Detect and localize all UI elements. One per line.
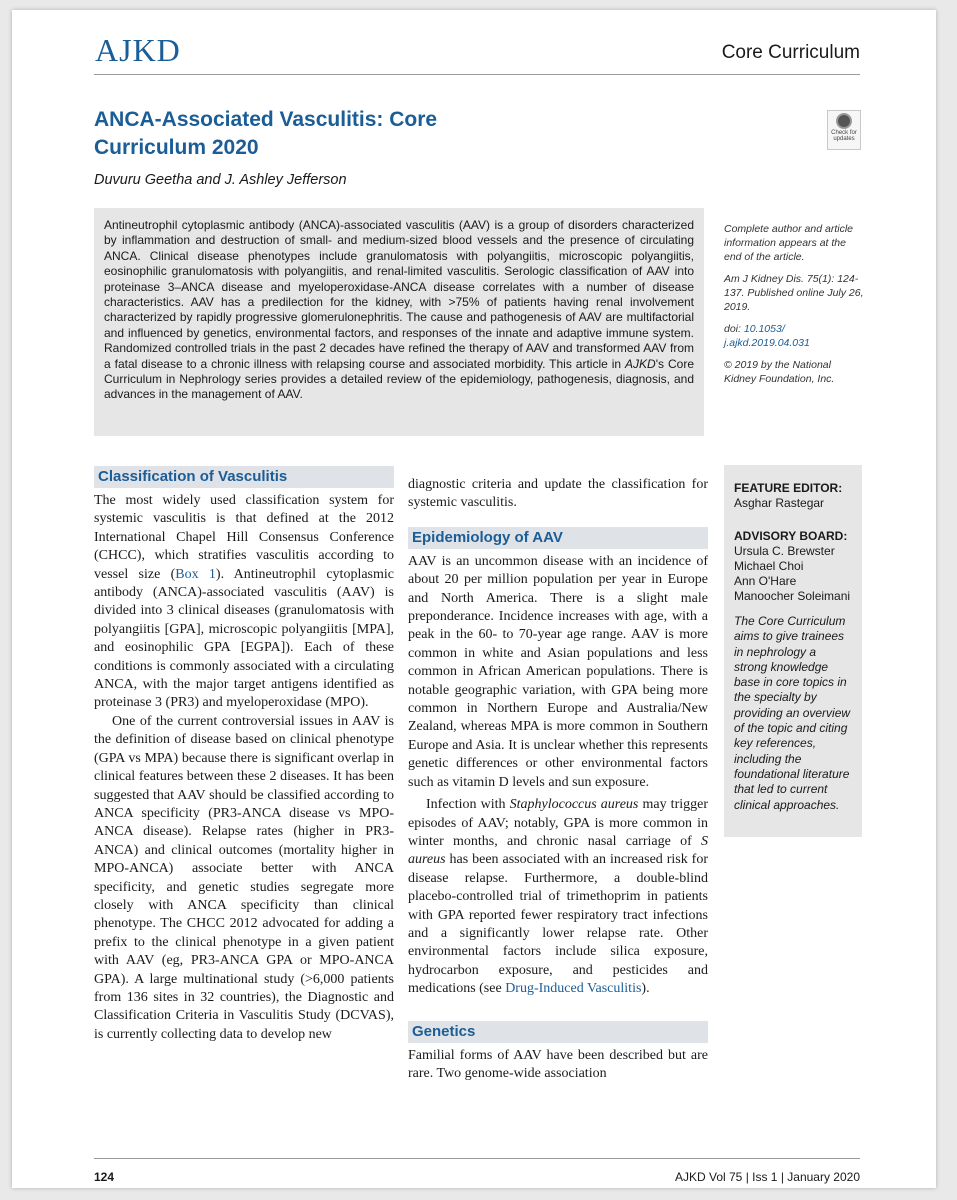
body-column-left xyxy=(94,466,394,1044)
advisory-board-member: Ursula C. Brewster xyxy=(734,544,835,558)
feature-editor-name: Asghar Rastegar xyxy=(734,496,825,510)
check-updates-label: Check for updates xyxy=(831,130,857,142)
body-column-middle xyxy=(408,466,708,1083)
core-curriculum-aim: The Core Curriculum aims to give trainees in nephrology a strong knowledge base in core topics in the specialty by providing an overview of the topic and citing key references, including the foundational literature that led to current clinical approaches. xyxy=(734,614,851,812)
article-authors[interactable]: Duvuru Geetha and J. Ashley Jefferson xyxy=(94,172,347,188)
organism-name: Staphylococcus aureus xyxy=(509,797,639,813)
organism-abbrev: S aureus xyxy=(408,833,708,868)
classification-p1-text-b: ). Antineutrophil cytoplasmic antibody (ANCA)-associated vasculitis (AAV) is divided into 3 clinical diseases (granulomatosis with polyangiitis [GPA], microscopic polyangiitis [MPA], and eosinophilic GPA [EGPA]). Each of these conditions is commonly associated with a circulating ANCA, with the major target antigens identified as proteinase 3 (PR3) and myeloperoxidase (MPO). xyxy=(94,566,394,711)
footer-divider xyxy=(94,1158,860,1159)
advisory-board-member: Ann O'Hare xyxy=(734,574,797,588)
advisory-board-member: Michael Choi xyxy=(734,559,804,573)
check-updates-icon xyxy=(836,113,852,129)
epi-p2-text-c: has been associated with an increased risk for disease relapse. Furthermore, a double-blind placebo-controlled trial of trimethoprim in patients with GPA reported fewer respiratory tract infections and a significantly lower relapse rate. Other environmental factors include silica exposure, hydrocarbon exposure, and pesticides and medications (see xyxy=(408,852,708,997)
advisory-board-member: Manoocher Soleimani xyxy=(734,589,851,603)
article-title: ANCA-Associated Vasculitis: Core Curriculum 2020 xyxy=(94,108,438,159)
heading-epidemiology: Epidemiology of AAV xyxy=(408,527,708,549)
editorial-sidebar xyxy=(724,465,862,837)
abstract-text-1: Antineutrophil cytoplasmic antibody (ANCA)-associated vasculitis (AAV) is a group of disorders characterized by inflammation and destruction of small- and medium-sized blood vessels and the presence of circulating ANCA. Clinical disease phenotypes include granulomatosis with polyangiitis, microscopic polyangiitis, eosinophilic granulomatosis with polyangiitis, and renal-limited vasculitis. Serologic classification of AAV into proteinase 3–ANCA disease and myeloperoxidase-ANCA disease correlates with a number of disease characteristics. AAV has a predilection for the kidney, with >75% of patients having renal involvement characterized by rapidly progressive glomerulonephritis. The cause and pathogenesis of AAV are multifactorial and influenced by genetics, environmental factors, and responses of the innate and adaptive immune system. Randomized controlled trials in the past 2 decades have refined the therapy of AAV and transformed AAV from a fatal disease to a chronic illness with relapsing course and associated morbidity. This article in xyxy=(104,218,694,371)
doi-label: doi: xyxy=(724,323,744,335)
feature-editor-label: FEATURE EDITOR: xyxy=(734,481,843,495)
section-label: Core Curriculum xyxy=(721,42,860,63)
epidemiology-paragraph-2 xyxy=(408,796,708,998)
article-copyright: © 2019 by the National Kidney Foundation, Inc. xyxy=(724,359,835,385)
article-doi xyxy=(724,322,864,350)
genetics-paragraph-1: Familial forms of AAV have been described but are rare. Two genome-wide association xyxy=(408,1047,708,1081)
abstract-box xyxy=(94,208,704,436)
epi-p2-text-b: may trigger episodes of AAV; notably, GPA is more common in winter months, and chronic nasal carriage of xyxy=(408,797,708,849)
classification-p1-text-a: The most widely used classification system for systemic vasculitis is that defined at the 2012 International Chapel Hill Consensus Conference (CHCC), which stratifies vasculitis according to vessel size ( xyxy=(94,493,394,582)
heading-genetics: Genetics xyxy=(408,1021,708,1043)
abstract-journal-name: AJKD xyxy=(625,356,656,371)
article-page xyxy=(12,10,936,1188)
classification-paragraph-1 xyxy=(94,492,394,713)
advisory-board-label: ADVISORY BOARD: xyxy=(734,529,848,543)
article-info xyxy=(724,222,864,394)
heading-classification: Classification of Vasculitis xyxy=(94,466,394,488)
page-number: 124 xyxy=(94,1170,115,1184)
doi-link[interactable]: 10.1053/ j.ajkd.2019.04.031 xyxy=(724,323,810,349)
journal-issue: AJKD Vol 75 | Iss 1 | January 2020 xyxy=(674,1170,860,1184)
classification-paragraph-2: One of the current controversial issues in AAV is the definition of disease based on clinical phenotype (GPA vs MPA) because there is significant overlap in clinical features between these 2 diseases. It has been suggested that AAV should be classified according to ANCA specificity (PR3-ANCA disease vs MPO-ANCA disease). Relapse rates (higher in PR3-ANCA) and clinical outcomes (mortality higher in MPO-ANCA) associate better with ANCA specificity, and genetic studies segregate more closely with ANCA specificity than clinical phenotype. The CHCC 2012 advocated for adding a prefix to the clinical phenotype in a given patient with AAV (eg, PR3-ANCA GPA or MPO-ANCA GPA). A large multinational study (>6,000 patients from 136 sites in 32 countries), the Diagnostic and Classification Criteria in Vasculitis Study (DCVAS), is currently collecting data to develop new xyxy=(94,713,394,1042)
header-divider xyxy=(94,74,860,75)
journal-logo[interactable]: AJKD xyxy=(95,32,181,68)
check-for-updates-badge[interactable] xyxy=(827,110,861,150)
box-1-link[interactable]: Box 1 xyxy=(175,566,216,582)
epidemiology-paragraph-1: AAV is an uncommon disease with an incidence of about 20 per million population per year in Europe and North America. There is a slight male preponderance. Incidence increases with age, with a peak in the 60- to 70-year age range. AAV is more common in white and Asian populations and less common in African American populations. There is notable geographic variation, with GPA being more common in Northern Europe and Australia/New Zealand, whereas MPA is more common in Southern Europe and Asia. It is unclear whether this represents genetic differences or other environmental factors such as vitamin D levels and sun exposure. xyxy=(408,553,708,790)
abstract-text-2: 's Core Curriculum in Nephrology series provides a detailed review of the epidemiology, pathogenesis, diagnosis, and advances in the management of AAV. xyxy=(104,356,694,402)
article-info-note: Complete author and article information appears at the end of the article. xyxy=(724,223,853,263)
drug-induced-vasculitis-link[interactable]: Drug-Induced Vasculitis xyxy=(505,981,642,997)
epi-p2-text-d: ). xyxy=(641,981,650,997)
article-citation: Am J Kidney Dis. 75(1): 124-137. Published online July 26, 2019. xyxy=(724,273,864,313)
epi-p2-text-a: Infection with xyxy=(426,797,510,813)
classification-continuation: diagnostic criteria and update the classification for systemic vasculitis. xyxy=(408,477,708,511)
